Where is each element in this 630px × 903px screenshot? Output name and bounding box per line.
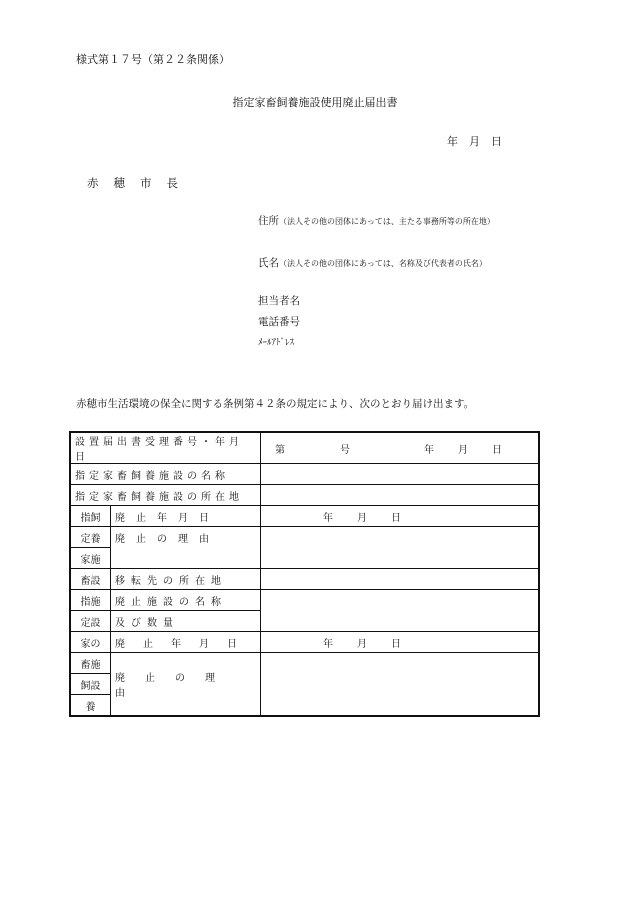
date-month: 月: [357, 512, 367, 524]
group1-side-2: 定養: [70, 527, 111, 548]
group1-side-3: 家施: [70, 548, 111, 569]
group2-side-2: 定設: [70, 611, 111, 632]
date-year: 年: [323, 638, 333, 650]
date-month: 月: [357, 638, 367, 650]
receipt-go: 号: [340, 444, 350, 456]
abolish-reason-field[interactable]: [261, 527, 540, 569]
form-number: 様式第１７号（第２２条関係）: [76, 53, 230, 66]
abolish-date-field-2[interactable]: [261, 632, 540, 653]
submission-date: 年 月 日: [447, 135, 502, 148]
relocation-label: 移転先の所在地: [111, 569, 261, 590]
document-title: 指定家畜飼養施設使用廃止届出書: [232, 96, 398, 109]
group1-side-1: 指飼: [70, 506, 111, 527]
receipt-day: 日: [492, 444, 502, 456]
date-day: 日: [391, 512, 401, 524]
body-text: 赤穂市生活環境の保全に関する条例第４２条の規定により、次のとおり届け出ます。: [76, 398, 475, 410]
table-row: [70, 590, 539, 611]
name-line: [258, 255, 487, 270]
group2-side-5: 飼設: [70, 674, 111, 695]
person-in-charge-label: 担当者名: [258, 295, 300, 307]
table-row: [70, 432, 539, 464]
group1-side-4: 畜設: [70, 569, 111, 590]
date-day: 日: [391, 638, 401, 650]
name-note: （法人その他の団体にあっては、名称及び代表者の氏名）: [279, 259, 487, 268]
table-row: [70, 632, 539, 653]
abolish-reason-label: 廃止の理由: [111, 527, 261, 569]
abolished-facility-label-1: 廃止施設の名称: [111, 590, 261, 611]
table-row: [70, 527, 539, 548]
relocation-field[interactable]: [261, 569, 540, 590]
group2-side-6: 養: [70, 695, 111, 717]
table-row: [70, 653, 539, 674]
email-label: ﾒｰﾙｱﾄﾞﾚｽ: [258, 338, 295, 348]
phone-label: 電話番号: [258, 316, 300, 328]
abolished-facility-field[interactable]: [261, 590, 540, 632]
abolish-date-field[interactable]: [261, 506, 540, 527]
facility-location-field[interactable]: [261, 485, 540, 506]
receipt-dai: 第: [275, 444, 285, 456]
table-row: [70, 569, 539, 590]
table-row: [70, 506, 539, 527]
address-line: [258, 213, 495, 228]
receipt-month: 月: [458, 444, 468, 456]
facility-location-label: 指定家畜飼養施設の所在地: [70, 485, 261, 506]
group2-side-3: 家の: [70, 632, 111, 653]
abolish-date-label: 廃止年月日: [111, 506, 261, 527]
group2-side-4: 畜施: [70, 653, 111, 674]
abolish-date-label-2: 廃止年月日: [111, 632, 261, 653]
abolish-reason-label-2: 廃止の理由: [111, 653, 261, 717]
table-row: [70, 485, 539, 506]
abolished-facility-label-2: 及び数量: [111, 611, 261, 632]
receipt-label: 設置届出書受理番号・年月日: [70, 432, 261, 464]
facility-name-label: 指定家畜飼養施設の名称: [70, 464, 261, 485]
abolish-reason-field-2[interactable]: [261, 653, 540, 717]
date-year: 年: [323, 512, 333, 524]
notification-table: [69, 431, 540, 717]
receipt-year: 年: [424, 444, 434, 456]
table-row: [70, 464, 539, 485]
address-label: 住所: [258, 215, 279, 227]
address-note: （法人その他の団体にあっては、主たる事務所等の所在地）: [279, 217, 495, 226]
facility-name-field[interactable]: [261, 464, 540, 485]
addressee: 赤穂市長: [87, 176, 193, 190]
name-label: 氏名: [258, 257, 279, 269]
group2-side-1: 指施: [70, 590, 111, 611]
receipt-value-cell[interactable]: [261, 432, 540, 464]
